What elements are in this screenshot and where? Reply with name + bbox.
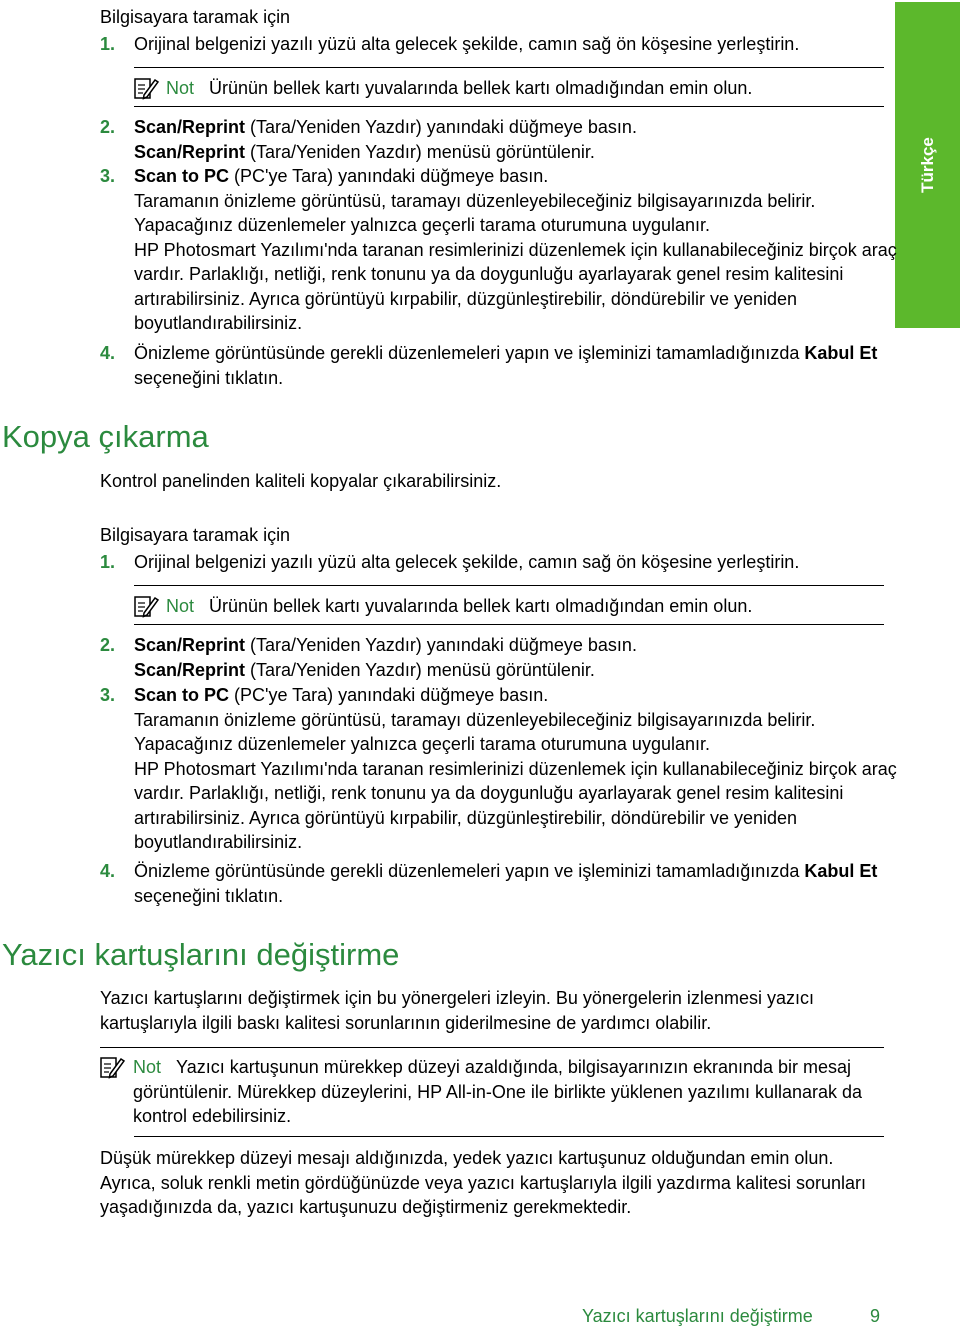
step-3 [100, 683, 900, 855]
button-name: Scan/Reprint [134, 635, 246, 655]
step-paragraph: HP Photosmart Yazılımı'nda taranan resimlerinizi düzenlemek için kullanabileceğiniz birçok araç vardır. Parlaklığı, netliği, renk tonunu ya da doygunluğu ayarlayarak genel resim kalitesini artırabilirsiniz. Ayrıca görüntüyü kırpabilir, düzgünleştirebilir, döndürebilir ve yeniden boyutlandırabilirsiniz. [134, 758, 897, 852]
note-bottom-rule [134, 106, 884, 107]
note-text: Ürünün bellek kartı yuvalarında bellek kartı olmadığından emin olun. [209, 596, 753, 616]
step-text: (Tara/Yeniden Yazdır) yanındaki düğmeye basın. [245, 117, 637, 137]
note-pencil-icon [134, 594, 160, 618]
step-paragraph: HP Photosmart Yazılımı'nda taranan resimlerinizi düzenlemek için kullanabileceğiniz birçok araç vardır. Parlaklığı, netliği, renk tonunu ya da doygunluğu ayarlayarak genel resim kalitesini artırabilirsiniz. Ayrıca görüntüyü kırpabilir, düzgünleştirebilir, döndürebilir ve yeniden boyutlandırabilirsiniz. [134, 239, 897, 333]
procedure-title: Bilgisayara taramak için [100, 525, 291, 545]
note-bottom-rule [134, 1136, 884, 1137]
note-top-rule [100, 1047, 884, 1048]
step-text: seçeneğini tıklatın. [134, 885, 284, 906]
step-4 [100, 341, 900, 390]
section-heading: Yazıcı kartuşlarını değiştirme [2, 937, 400, 972]
note-top-rule [134, 585, 884, 586]
step-number: 2. [100, 635, 116, 655]
note-pencil-icon [100, 1055, 126, 1079]
note-text: Ürünün bellek kartı yuvalarında bellek kartı olmadığından emin olun. [209, 78, 753, 98]
step-text: Önizleme görüntüsünde gerekli düzenlemeleri yapın ve işleminizi tamamladığınızda [134, 861, 805, 881]
section-intro: Kontrol panelinden kaliteli kopyalar çıkarabilirsiniz. [100, 471, 502, 491]
step-text: Orijinal belgenizi yazılı yüzü alta gelecek şekilde, camın sağ ön köşesine yerleştirin. [134, 552, 800, 572]
step-2 [100, 633, 900, 682]
language-side-tab [895, 2, 960, 328]
step-3 [100, 164, 900, 336]
step-text: Önizleme görüntüsünde gerekli düzenlemeleri yapın ve işleminizi tamamladığınızda [134, 343, 805, 363]
step-1 [100, 32, 900, 57]
option-name: Kabul Et [804, 861, 878, 881]
step-number: 1. [100, 34, 116, 54]
step-text: Orijinal belgenizi yazılı yüzü alta gelecek şekilde, camın sağ ön köşesine yerleştirin. [134, 34, 800, 54]
button-name: Scan/Reprint [134, 117, 246, 137]
step-2 [100, 115, 900, 164]
button-name: Scan to PC [134, 685, 230, 705]
body-paragraph: Düşük mürekkep düzeyi mesajı aldığınızda, yedek yazıcı kartuşunuz olduğundan emin olun. Ayrıca, soluk renkli metin gördüğünüzde veya yazıcı kartuşlarıyla ilgili yazdırma kalitesi sorunları yaşadığınızda da, yazıcı kartuşunuzu değiştirmeniz gerekmektedir. [100, 1148, 866, 1217]
step-4 [100, 859, 900, 908]
step-1 [100, 550, 900, 575]
step-number: 3. [100, 166, 116, 186]
procedure-title: Bilgisayara taramak için [100, 7, 291, 27]
note-label: Not [166, 596, 195, 616]
note-label: Not [166, 78, 195, 98]
note-block [134, 594, 884, 619]
step-text: (Tara/Yeniden Yazdır) menüsü görüntülenir. [245, 141, 595, 162]
step-number: 4. [100, 861, 116, 881]
note-label: Not [133, 1057, 162, 1077]
step-number: 4. [100, 343, 116, 363]
footer-section-title: Yazıcı kartuşlarını değiştirme [582, 1306, 813, 1326]
note-pencil-icon [134, 76, 160, 100]
step-text: seçeneğini tıklatın. [134, 367, 284, 388]
note-top-rule [134, 67, 884, 68]
button-name: Scan to PC [134, 166, 230, 186]
step-paragraph: Taramanın önizleme görüntüsü, taramayı düzenleyebileceğiniz bilgisayarınızda belirir. Yapacağınız düzenlemeler yalnızca geçerli tarama oturumuna uygulanır. [134, 709, 816, 754]
option-name: Kabul Et [804, 343, 878, 363]
step-number: 1. [100, 552, 116, 572]
step-number: 2. [100, 117, 116, 137]
note-block [134, 76, 884, 101]
step-text: (PC'ye Tara) yanındaki düğmeye basın. [229, 166, 549, 186]
menu-name: Scan/Reprint [134, 659, 246, 680]
page-number: 9 [870, 1306, 881, 1326]
step-paragraph: Taramanın önizleme görüntüsü, taramayı düzenleyebileceğiniz bilgisayarınızda belirir. Yapacağınız düzenlemeler yalnızca geçerli tarama oturumuna uygulanır. [134, 190, 816, 235]
section-intro: Yazıcı kartuşlarını değiştirmek için bu yönergeleri izleyin. Bu yönergelerin izlenmesi yazıcı kartuşlarıyla ilgili baskı kalitesi sorunlarının giderilmesine de yardımcı olabilir. [100, 988, 814, 1033]
step-text: (PC'ye Tara) yanındaki düğmeye basın. [229, 685, 549, 705]
language-tab-label: Türkçe [917, 137, 937, 193]
note-bottom-rule [134, 624, 884, 625]
note-block [100, 1055, 884, 1129]
menu-name: Scan/Reprint [134, 141, 246, 162]
note-text: Yazıcı kartuşunun mürekkep düzeyi azaldığında, bilgisayarınızın ekranında bir mesaj görüntülenir. Mürekkep düzeylerini, HP All-in-One ile birlikte yüklenen yazılımı kullanarak da kontrol edebilirsiniz. [133, 1057, 863, 1126]
step-text: (Tara/Yeniden Yazdır) yanındaki düğmeye basın. [245, 635, 637, 655]
section-heading: Kopya çıkarma [2, 419, 209, 454]
step-text: (Tara/Yeniden Yazdır) menüsü görüntülenir. [245, 659, 595, 680]
step-number: 3. [100, 685, 116, 705]
